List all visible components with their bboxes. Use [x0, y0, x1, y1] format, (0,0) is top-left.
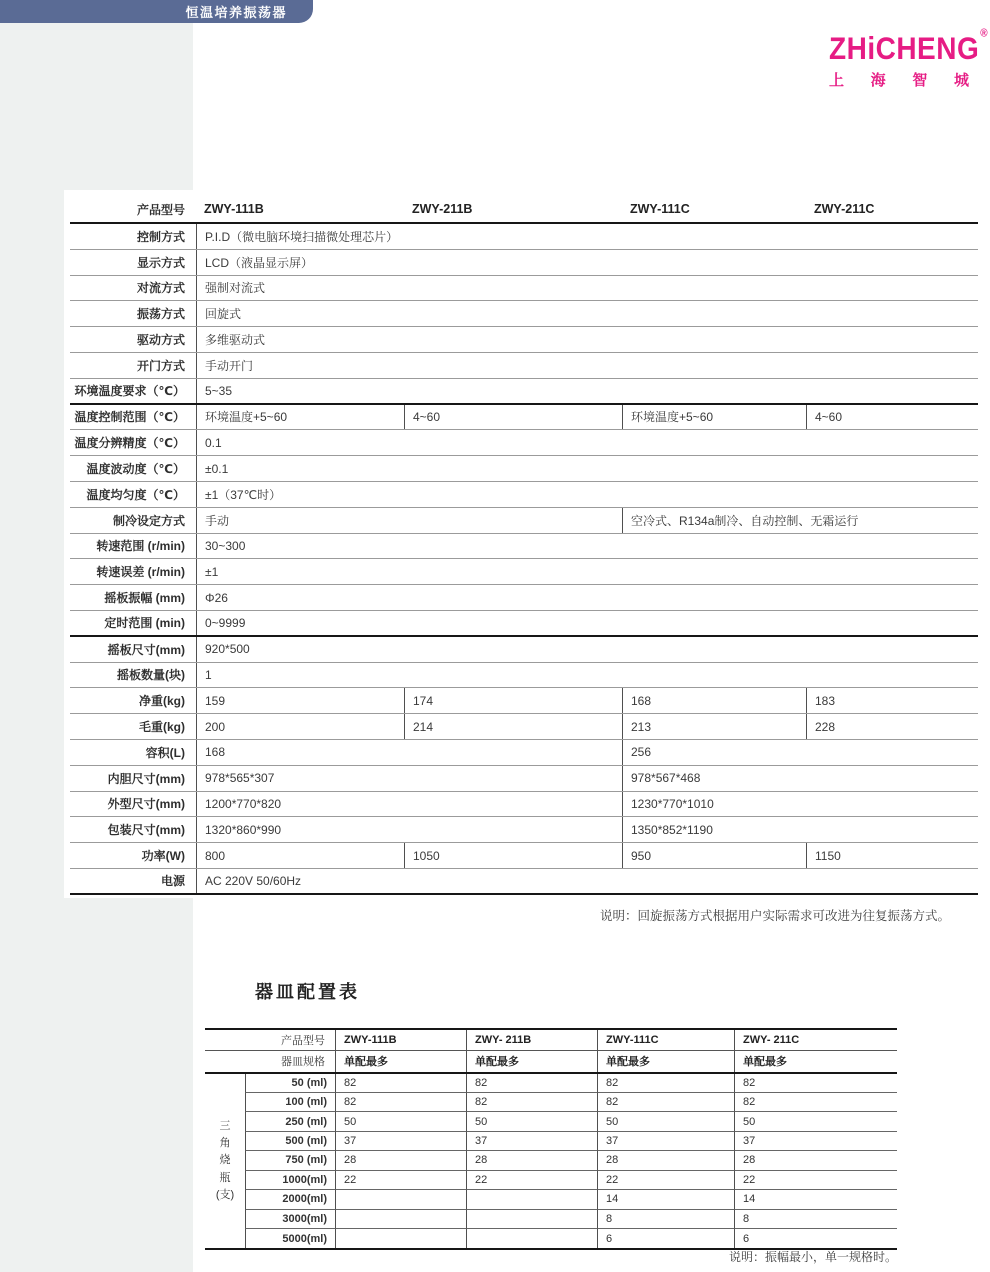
- spec-row-label: 转速误差 (r/min): [96, 565, 185, 580]
- spec-row: [70, 301, 978, 327]
- spec-row: [70, 276, 978, 302]
- spec-cell: 228: [806, 714, 978, 739]
- flask-char: 角: [219, 1137, 231, 1150]
- spec-cell: 多维驱动式: [196, 327, 978, 352]
- vessel-value-cell: [335, 1210, 466, 1229]
- spec-row: [70, 688, 978, 714]
- vessel-value-cell: 82: [466, 1093, 597, 1112]
- spec-cell: 1350*852*1190: [622, 817, 978, 842]
- vessel-value-cell: 22: [466, 1171, 597, 1190]
- spec-row-label: 定时范围 (min): [104, 616, 185, 631]
- vessel-value-cell: 82: [335, 1074, 466, 1093]
- vessel-value-cell: 8: [597, 1210, 734, 1229]
- brand-logo-chinese: [829, 69, 969, 90]
- spec-row-label: 控制方式: [136, 229, 185, 244]
- spec-row-label: 温度均匀度（℃）: [86, 487, 185, 502]
- vessel-spec-label: 器皿规格: [281, 1056, 325, 1069]
- spec-row-label: 环境温度要求（℃）: [74, 384, 185, 399]
- vessel-size-label: 750 (ml): [245, 1151, 335, 1170]
- vessel-note: 说明：振幅最小，单一规格时。: [728, 1250, 897, 1264]
- spec-row: [70, 456, 978, 482]
- vessel-value-cell: [335, 1229, 466, 1248]
- spec-row: [70, 482, 978, 508]
- spec-cell: 环境温度+5~60: [196, 405, 404, 430]
- vessel-value-cell: 82: [734, 1074, 897, 1093]
- vessel-table-body: [205, 1074, 897, 1249]
- spec-row: [70, 663, 978, 689]
- vessel-value-cell: 22: [734, 1171, 897, 1190]
- spec-cell: 4~60: [806, 405, 978, 430]
- vessel-spec-col-4: 单配最多: [734, 1051, 897, 1072]
- vessel-value-cell: 6: [597, 1229, 734, 1248]
- spec-row: [70, 792, 978, 818]
- vessel-value-cell: 37: [335, 1132, 466, 1151]
- spec-row-label: 外型尺寸(mm): [107, 797, 185, 812]
- spec-row: [70, 637, 978, 663]
- vessel-spec-col-3: 单配最多: [597, 1051, 734, 1072]
- vessel-value-cell: [466, 1229, 597, 1248]
- category-tab: [0, 0, 313, 23]
- spec-cell: 256: [622, 740, 978, 765]
- spec-row: [70, 379, 978, 405]
- spec-note: 说明：回旋振荡方式根据用户实际需求可改进为往复振荡方式。: [599, 909, 950, 923]
- spec-model-col-1: ZWY-111B: [204, 202, 264, 216]
- brand-char: 海: [870, 72, 886, 89]
- spec-row-label: 摇板尺寸(mm): [107, 642, 185, 657]
- spec-cell: P.I.D（微电脑环境扫描微处理芯片）: [196, 224, 978, 249]
- spec-table-body: [70, 224, 978, 895]
- registered-trademark-icon: ®: [980, 27, 989, 40]
- spec-model-col-3: ZWY-111C: [630, 202, 690, 216]
- spec-cell: 174: [404, 688, 622, 713]
- brand-char: 智: [912, 72, 928, 89]
- spec-cell: 4~60: [404, 405, 622, 430]
- flask-unit: (支): [215, 1188, 235, 1201]
- spec-cell: 978*567*468: [622, 766, 978, 791]
- spec-row: [70, 611, 978, 637]
- spec-row-label: 功率(W): [141, 849, 185, 864]
- vessel-value-cell: 50: [466, 1112, 597, 1131]
- vessel-header-label: 产品型号: [281, 1035, 325, 1047]
- vessel-value-cell: 28: [335, 1151, 466, 1170]
- vessel-value-cell: 28: [734, 1151, 897, 1170]
- vessel-size-label: 5000(ml): [245, 1229, 335, 1248]
- vessel-row: [205, 1151, 897, 1170]
- vessel-value-cell: [466, 1190, 597, 1209]
- spec-cell: 800: [196, 843, 404, 868]
- vessel-size-label: 250 (ml): [245, 1112, 335, 1131]
- vessel-value-cell: 37: [597, 1132, 734, 1151]
- spec-row: [70, 508, 978, 534]
- brand-char: 城: [953, 72, 969, 89]
- vessel-value-cell: 82: [597, 1093, 734, 1112]
- vessel-row: [205, 1171, 897, 1190]
- flask-side-label: [205, 1074, 245, 1249]
- spec-row-label: 开门方式: [136, 358, 185, 373]
- vessel-value-cell: 37: [466, 1132, 597, 1151]
- flask-char: 烧: [219, 1154, 231, 1167]
- spec-row-label: 电源: [160, 874, 185, 889]
- vessel-value-cell: [466, 1210, 597, 1229]
- vessel-row: [205, 1229, 897, 1248]
- spec-cell: 手动: [196, 508, 622, 533]
- vessel-value-cell: 8: [734, 1210, 897, 1229]
- spec-cell: 1150: [806, 843, 978, 868]
- vessel-table-title: 器皿配置表: [255, 982, 360, 1002]
- spec-row: [70, 714, 978, 740]
- spec-cell: 空冷式、R134a制冷、自动控制、无霜运行: [622, 508, 978, 533]
- vessel-size-label: 2000(ml): [245, 1190, 335, 1209]
- spec-cell: 920*500: [196, 637, 978, 662]
- vessel-value-cell: 37: [734, 1132, 897, 1151]
- vessel-row: [205, 1074, 897, 1093]
- vessel-spec-col-2: 单配最多: [466, 1051, 597, 1072]
- spec-row-label: 容积(L): [145, 745, 185, 760]
- spec-cell: 0.1: [196, 430, 978, 455]
- vessel-value-cell: 14: [734, 1190, 897, 1209]
- spec-row: [70, 430, 978, 456]
- spec-row: [70, 353, 978, 379]
- spec-cell: 213: [622, 714, 806, 739]
- vessel-header-row: [205, 1030, 897, 1051]
- spec-row: [70, 740, 978, 766]
- vessel-model-col-1: ZWY-111B: [335, 1030, 466, 1050]
- spec-row-label: 温度分辨精度（℃）: [74, 436, 185, 451]
- spec-cell: 0~9999: [196, 611, 978, 635]
- spec-row-label: 温度控制范围（℃）: [74, 410, 185, 425]
- vessel-value-cell: 22: [335, 1171, 466, 1190]
- spec-cell: 159: [196, 688, 404, 713]
- spec-cell: AC 220V 50/60Hz: [196, 869, 978, 893]
- spec-row: [70, 766, 978, 792]
- spec-row-label: 内胆尺寸(mm): [107, 771, 185, 786]
- spec-row: [70, 585, 978, 611]
- vessel-value-cell: 14: [597, 1190, 734, 1209]
- vessel-value-cell: 82: [597, 1074, 734, 1093]
- vessel-size-label: 50 (ml): [245, 1074, 335, 1093]
- vessel-size-label: 500 (ml): [245, 1132, 335, 1151]
- spec-cell: 168: [622, 688, 806, 713]
- spec-model-col-2: ZWY-211B: [412, 202, 473, 216]
- brand-logo: [829, 27, 989, 90]
- spec-row: [70, 869, 978, 895]
- spec-cell: 950: [622, 843, 806, 868]
- spec-cell: 1230*770*1010: [622, 792, 978, 817]
- spec-cell: LCD（液晶显示屏）: [196, 250, 978, 275]
- spec-row-label: 摇板振幅 (mm): [104, 591, 185, 606]
- spec-cell: 手动开门: [196, 353, 978, 378]
- category-tab-label: 恒温培养振荡器: [185, 5, 287, 20]
- vessel-size-label: 3000(ml): [245, 1210, 335, 1229]
- brand-logo-wordmark: ZHiCHENG®: [829, 27, 989, 66]
- spec-row-label: 对流方式: [136, 281, 185, 296]
- vessel-value-cell: 28: [597, 1151, 734, 1170]
- vessel-value-cell: 6: [734, 1229, 897, 1248]
- spec-cell: 1320*860*990: [196, 817, 622, 842]
- spec-cell: 5~35: [196, 379, 978, 403]
- vessel-row: [205, 1190, 897, 1209]
- spec-table: [70, 196, 978, 895]
- spec-cell: 183: [806, 688, 978, 713]
- vessel-value-cell: 82: [466, 1074, 597, 1093]
- spec-row: [70, 534, 978, 560]
- spec-cell: Φ26: [196, 585, 978, 610]
- spec-row: [70, 327, 978, 353]
- spec-row: [70, 250, 978, 276]
- spec-cell: ±1: [196, 559, 978, 584]
- vessel-row: [205, 1112, 897, 1131]
- vessel-value-cell: [335, 1190, 466, 1209]
- vessel-value-cell: 28: [466, 1151, 597, 1170]
- spec-row: [70, 224, 978, 250]
- spec-cell: ±0.1: [196, 456, 978, 481]
- spec-row-label: 转速范围 (r/min): [96, 539, 185, 554]
- spec-row-label: 摇板数量(块): [117, 668, 185, 683]
- vessel-value-cell: 82: [734, 1093, 897, 1112]
- spec-cell: 环境温度+5~60: [622, 405, 806, 430]
- spec-row: [70, 817, 978, 843]
- spec-row-label: 包装尺寸(mm): [107, 823, 185, 838]
- spec-row-label: 温度波动度（℃）: [86, 462, 185, 477]
- spec-cell: 978*565*307: [196, 766, 622, 791]
- spec-row-label: 毛重(kg): [139, 720, 185, 735]
- spec-cell: 30~300: [196, 534, 978, 559]
- spec-header-label: 产品型号: [136, 202, 185, 217]
- vessel-subheader-row: [205, 1051, 897, 1074]
- spec-cell: 1: [196, 663, 978, 688]
- spec-cell: 200: [196, 714, 404, 739]
- spec-row-label: 显示方式: [136, 255, 185, 270]
- vessel-spec-col-1: 单配最多: [335, 1051, 466, 1072]
- spec-cell: 168: [196, 740, 622, 765]
- spec-row: [70, 559, 978, 585]
- vessel-value-cell: 22: [597, 1171, 734, 1190]
- spec-row: [70, 843, 978, 869]
- vessel-size-label: 100 (ml): [245, 1093, 335, 1112]
- spec-model-col-4: ZWY-211C: [814, 202, 875, 216]
- flask-char: 三: [219, 1120, 231, 1132]
- spec-row-label: 净重(kg): [139, 694, 185, 709]
- spec-cell: 214: [404, 714, 622, 739]
- vessel-row: [205, 1210, 897, 1229]
- vessel-value-cell: 50: [597, 1112, 734, 1131]
- spec-cell: 1200*770*820: [196, 792, 622, 817]
- spec-row-label: 驱动方式: [136, 333, 185, 348]
- spec-cell: 1050: [404, 843, 622, 868]
- vessel-size-label: 1000(ml): [245, 1171, 335, 1190]
- spec-row-label: 制冷设定方式: [112, 513, 185, 528]
- brand-char: 上: [829, 72, 845, 89]
- vessel-table: [205, 1028, 897, 1250]
- vessel-model-col-4: ZWY- 211C: [734, 1030, 897, 1050]
- vessel-model-col-3: ZWY-111C: [597, 1030, 734, 1050]
- vessel-value-cell: 82: [335, 1093, 466, 1112]
- vessel-row: [205, 1093, 897, 1112]
- spec-row-label: 振荡方式: [136, 307, 185, 322]
- flask-char: 瓶: [219, 1171, 231, 1184]
- vessel-row: [205, 1132, 897, 1151]
- vessel-value-cell: 50: [734, 1112, 897, 1131]
- spec-row: [70, 405, 978, 431]
- spec-cell: 强制对流式: [196, 276, 978, 301]
- spec-cell: ±1（37℃时）: [196, 482, 978, 507]
- vessel-model-col-2: ZWY- 211B: [466, 1030, 597, 1050]
- spec-cell: 回旋式: [196, 301, 978, 326]
- vessel-value-cell: 50: [335, 1112, 466, 1131]
- spec-header-row: [70, 196, 978, 224]
